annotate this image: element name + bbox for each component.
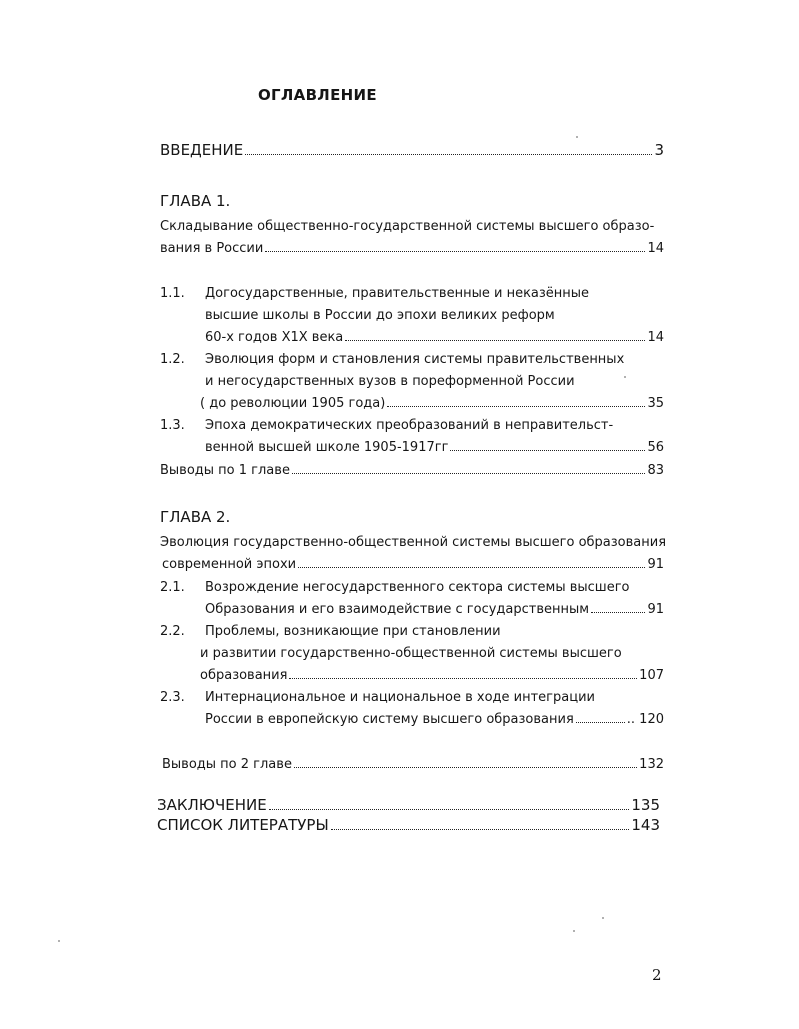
toc-entry-chapter-1: [160, 241, 664, 257]
toc-entry-introduction: [160, 141, 664, 159]
scan-speck: [576, 136, 578, 138]
leader-dots: [591, 612, 645, 613]
leader-dots: [245, 154, 652, 155]
toc-page-number: 35: [647, 396, 664, 411]
section-title-line: Эпоха демократических преобразований в неправительст-: [205, 418, 614, 433]
toc-page-number: 56: [647, 440, 664, 455]
leader-dots: [292, 473, 646, 474]
section-number: 1.1.: [160, 286, 185, 301]
toc-entry-chapter-2-conclusions: [162, 757, 664, 773]
toc-entry-label: ЗАКЛЮЧЕНИЕ: [157, 796, 267, 814]
toc-entry-bibliography: [157, 816, 660, 834]
leader-dots: [345, 340, 645, 341]
section-title-line: Проблемы, возникающие при становлении: [205, 624, 501, 639]
toc-entry-label: Образования и его взаимодействие с государственным: [205, 602, 590, 617]
toc-page-number: 3: [654, 141, 664, 159]
toc-page-number: 143: [631, 816, 660, 834]
toc-entry-chapter-2: [162, 557, 664, 573]
chapter-2-description-line: Эволюция государственно-общественной системы высшего образования: [160, 535, 667, 550]
toc-page-number: .. 120: [626, 712, 664, 727]
toc-entry-label: России в европейскую систему высшего образования: [205, 712, 574, 727]
toc-entry-label: СПИСОК ЛИТЕРАТУРЫ: [157, 816, 329, 834]
section-title-line: Догосударственные, правительственные и неказённые: [205, 286, 590, 301]
leader-dots: [265, 251, 645, 252]
toc-entry-label: ( до революции 1905 года): [200, 396, 386, 411]
toc-entry-section-1-3: [205, 440, 664, 456]
leader-dots: [450, 450, 645, 451]
section-number: 2.2.: [160, 624, 185, 639]
toc-page-number: 91: [647, 602, 664, 617]
chapter-1-description-line: Складывание общественно-государственной системы высшего образо-: [160, 219, 655, 234]
scan-speck: [573, 930, 575, 932]
leader-dots: [576, 722, 625, 723]
scan-speck: [58, 940, 60, 942]
leader-dots: [387, 406, 645, 407]
toc-page-number: 83: [647, 463, 664, 478]
chapter-2-heading: ГЛАВА 2.: [160, 508, 231, 526]
toc-entry-conclusion: [157, 796, 660, 814]
toc-entry-section-2-3: [205, 712, 664, 728]
leader-dots: [298, 567, 645, 568]
leader-dots: [289, 678, 637, 679]
section-title-line: Возрождение негосударственного сектора системы высшего: [205, 580, 630, 595]
toc-entry-label: вания в России: [160, 241, 264, 256]
toc-page-number: 14: [647, 241, 664, 256]
toc-entry-label: ВВЕДЕНИЕ: [160, 141, 244, 159]
toc-entry-label: современной эпохи: [162, 557, 297, 572]
section-title-line: и негосударственных вузов в пореформенной России: [205, 374, 575, 389]
toc-entry-label: 60-х годов Х1Х века: [205, 330, 344, 345]
toc-entry-chapter-1-conclusions: [160, 463, 664, 479]
chapter-1-heading: ГЛАВА 1.: [160, 192, 231, 210]
toc-entry-label: Выводы по 2 главе: [162, 757, 292, 772]
section-number: 1.3.: [160, 418, 185, 433]
toc-page-number: 107: [639, 668, 664, 683]
section-title-line: высшие школы в России до эпохи великих реформ: [205, 308, 555, 323]
section-title-line: Эволюция форм и становления системы правительственных: [205, 352, 625, 367]
section-title-line: Интернациональное и национальное в ходе интеграции: [205, 690, 595, 705]
toc-page-number: 14: [647, 330, 664, 345]
toc-entry-label: венной высшей школе 1905-1917гг: [205, 440, 449, 455]
leader-dots: [294, 767, 637, 768]
scan-speck: [602, 917, 604, 919]
page-title: ОГЛАВЛЕНИЕ: [258, 86, 377, 104]
toc-entry-section-1-2: [200, 396, 664, 412]
toc-page-number: 91: [647, 557, 664, 572]
section-title-line: и развитии государственно-общественной системы высшего: [200, 646, 622, 661]
toc-page-number: 132: [639, 757, 664, 772]
scan-speck: [624, 376, 626, 378]
toc-entry-label: образования: [200, 668, 288, 683]
leader-dots: [269, 809, 630, 810]
toc-entry-label: Выводы по 1 главе: [160, 463, 290, 478]
section-number: 2.3.: [160, 690, 185, 705]
section-number: 1.2.: [160, 352, 185, 367]
leader-dots: [331, 829, 630, 830]
toc-entry-section-1-1: [205, 330, 664, 346]
page-number: 2: [652, 966, 662, 984]
toc-page-number: 135: [631, 796, 660, 814]
toc-entry-section-2-2: [200, 668, 664, 684]
section-number: 2.1.: [160, 580, 185, 595]
toc-entry-section-2-1: [205, 602, 664, 618]
